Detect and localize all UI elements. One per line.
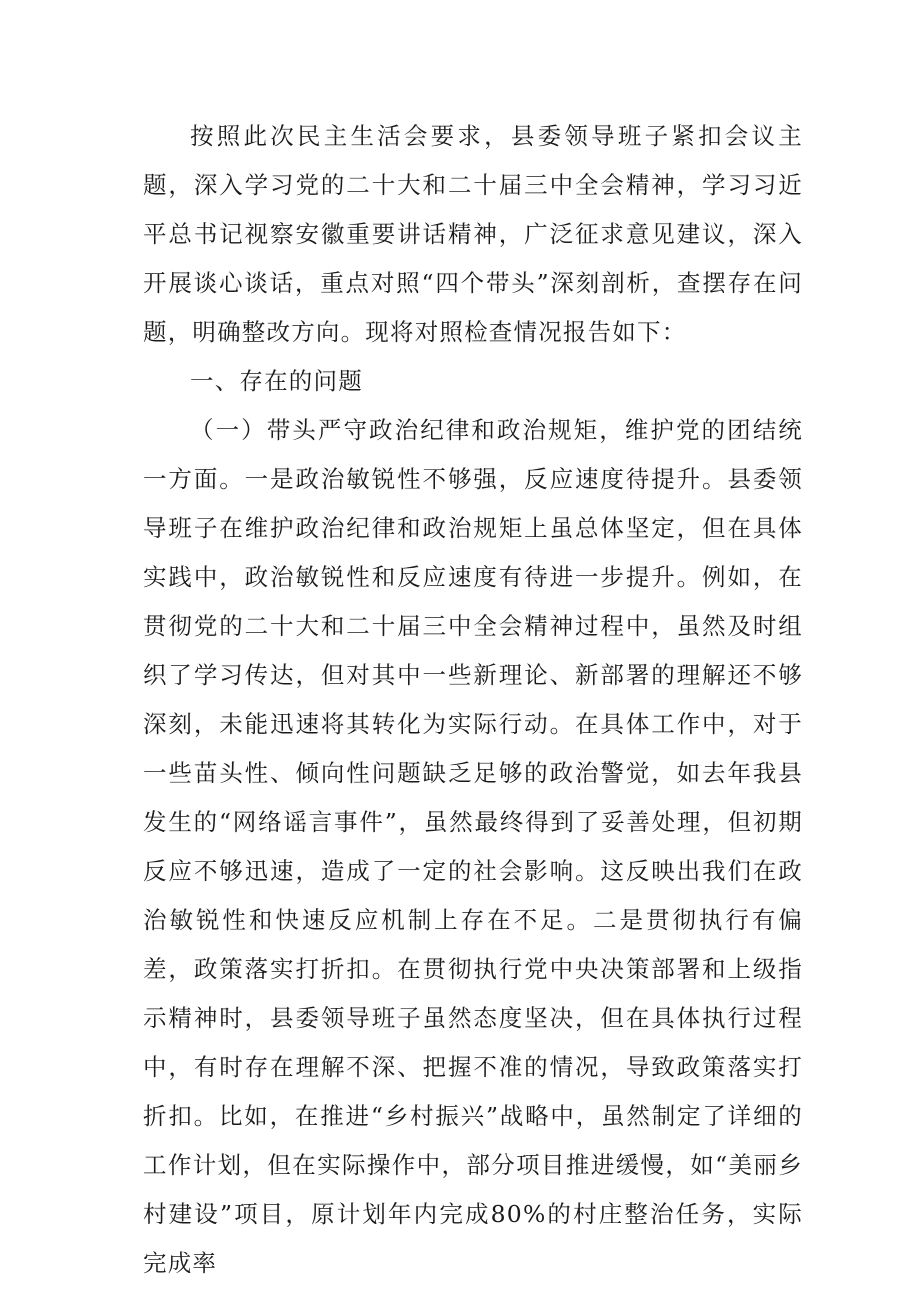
section-heading-problems: 一、存在的问题 (190, 367, 363, 395)
problem-paragraph-1: （一）带头严守政治纪律和政治规矩，维护党的团结统一方面。一是政治敏锐性不够强，反应速度待提升。县委领导班子在维护政治纪律和政治规矩上虽总体坚定，但在具体实践中，政治敏锐性和反应速度有待进一步提升。例如，在贯彻党的二十大和二十届三中全会精神过程中，虽然及时组织了学习传达，但对其中一些新理论、新部署的理解还不够深刻，未能迅速将其转化为实际行动。在具体工作中，对于一些苗头性、倾向性问题缺乏足够的政治警觉，如去年我县发生的“网络谣言事件”，虽然最终得到了妥善处理，但初期反应不够迅速，造成了一定的社会影响。这反映出我们在政治敏锐性和快速反应机制上存在不足。二是贯彻执行有偏差，政策落实打折扣。在贯彻执行党中央决策部署和上级指示精神时，县委领导班子虽然态度坚决，但在具体执行过程中，有时存在理解不深、把握不准的情况，导致政策落实打折扣。比如，在推进“乡村振兴”战略中，虽然制定了详细的工作计划，但在实际操作中，部分项目推进缓慢，如“美丽乡村建设”项目，原计划年内完成80%的村庄整治任务，实际完成率 (143, 416, 803, 1277)
intro-paragraph: 按照此次民主生活会要求，县委领导班子紧扣会议主题，深入学习党的二十大和二十届三中全会精神，学习习近平总书记视察安徽重要讲话精神，广泛征求意见建议，深入开展谈心谈话，重点对照“四个带头”深刻剖析，查摆存在问题，明确整改方向。现将对照检查情况报告如下： (143, 122, 803, 346)
document-body (143, 112, 803, 1288)
